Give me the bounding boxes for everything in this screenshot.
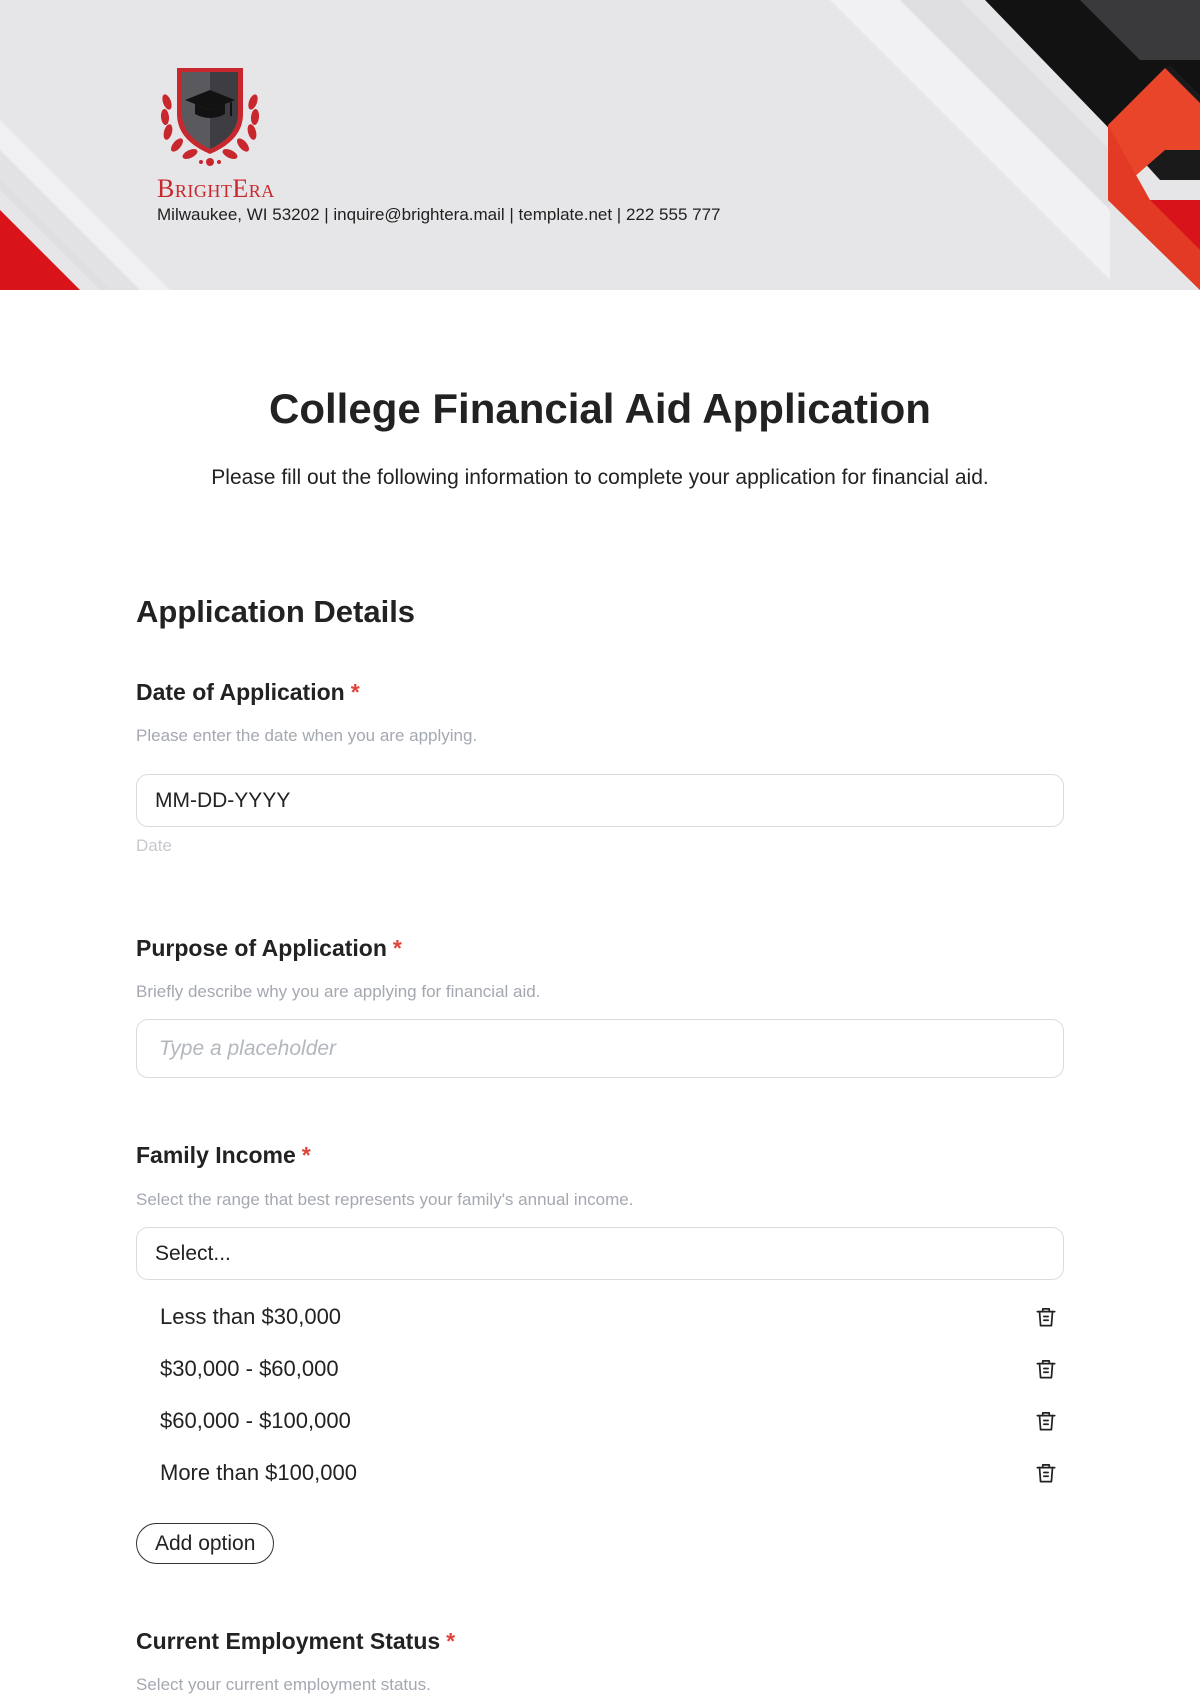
page-title: College Financial Aid Application xyxy=(269,385,931,432)
page-subtitle: Please fill out the following information to complete your application for financial aid. xyxy=(211,466,989,489)
required-marker: * xyxy=(392,935,402,961)
date-help-text: Please enter the date when you are applying. xyxy=(136,726,478,745)
purpose-help-text: Briefly describe why you are applying for financial aid. xyxy=(136,982,541,1001)
income-select[interactable] xyxy=(136,1227,1064,1280)
list-item xyxy=(160,1401,1060,1441)
trash-icon[interactable] xyxy=(1032,1355,1060,1383)
purpose-label-text: Purpose of Application xyxy=(136,935,387,961)
trash-icon[interactable] xyxy=(1032,1303,1060,1331)
required-marker: * xyxy=(350,679,360,705)
date-input-value: MM-DD-YYYY xyxy=(155,788,291,812)
section-title: Application Details xyxy=(136,594,416,629)
income-question-label xyxy=(136,1142,311,1169)
income-label-text: Family Income xyxy=(136,1142,296,1168)
list-item xyxy=(160,1349,1060,1389)
required-marker: * xyxy=(446,1628,456,1654)
option-label: $60,000 - $100,000 xyxy=(160,1408,351,1433)
trash-icon[interactable] xyxy=(1032,1407,1060,1435)
graduation-shield-crest-icon xyxy=(155,62,265,172)
date-input[interactable] xyxy=(136,774,1064,827)
employment-help-text: Select your current employment status. xyxy=(136,1675,431,1694)
option-label: Less than $30,000 xyxy=(160,1304,342,1329)
list-item xyxy=(160,1297,1060,1337)
purpose-question-label xyxy=(136,935,402,962)
trash-icon[interactable] xyxy=(1032,1459,1060,1487)
date-question-label xyxy=(136,679,360,706)
header-banner xyxy=(0,0,1200,290)
date-sub-label: Date xyxy=(136,836,172,855)
option-label: More than $100,000 xyxy=(160,1460,357,1485)
employment-label-text: Current Employment Status xyxy=(136,1628,441,1654)
brand-name: BrightEra xyxy=(157,174,275,203)
purpose-input[interactable] xyxy=(136,1019,1064,1078)
list-item xyxy=(160,1453,1060,1493)
option-label: $30,000 - $60,000 xyxy=(160,1356,339,1381)
date-label-text: Date of Application xyxy=(136,679,345,705)
add-option-button[interactable]: Add option xyxy=(136,1523,274,1564)
income-select-value: Select... xyxy=(155,1241,231,1265)
income-help-text: Select the range that best represents your family's annual income. xyxy=(136,1190,634,1209)
employment-question-label xyxy=(136,1628,455,1655)
purpose-input-placeholder: Type a placeholder xyxy=(159,1036,337,1060)
contact-line: Milwaukee, WI 53202 | inquire@brightera.mail | template.net | 222 555 777 xyxy=(157,205,721,224)
required-marker: * xyxy=(301,1142,311,1168)
